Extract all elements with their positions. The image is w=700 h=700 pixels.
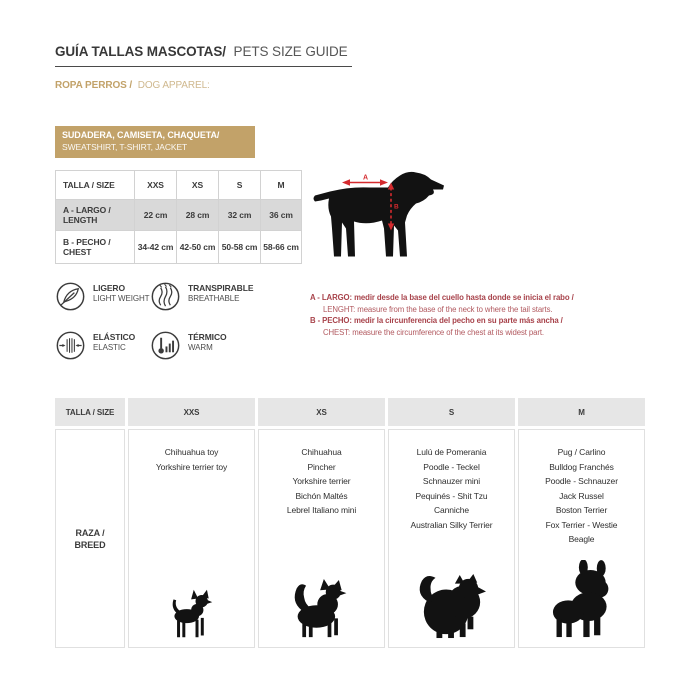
breed-item: Lulú de Pomerania (416, 447, 487, 457)
breed-item: Pequinés - Shit Tzu (415, 490, 488, 501)
breed-table (55, 398, 645, 648)
dog-measure-diagram (312, 168, 452, 268)
chest-value: 58-66 cm (261, 231, 302, 264)
chest-value: 50-58 cm (219, 231, 261, 264)
breed-item: Beagle (568, 534, 595, 544)
feather-icon (55, 281, 86, 312)
measuring-instructions (310, 292, 574, 338)
feature-name-en: LIGHT WEIGHT (93, 293, 150, 303)
feature-name-en: ELASTIC (93, 342, 126, 352)
page-title-en: PETS SIZE GUIDE (233, 44, 348, 59)
chest-value: 42-50 cm (177, 231, 219, 264)
breed-list-s (389, 430, 514, 532)
breed-table-header (55, 398, 645, 426)
label-b: B (394, 203, 399, 211)
breed-item: Schnauzer mini (422, 476, 481, 486)
size-table-header-cell: XS (177, 171, 219, 200)
size-table-header-cell: M (261, 171, 302, 200)
length-row (56, 200, 302, 231)
size-table-header-cell: TALLA / SIZE (56, 171, 135, 200)
fabric-features (55, 281, 265, 361)
breed-item: Yorkshire terrier toy (155, 461, 228, 472)
breed-item: Yorkshire terrier (292, 476, 351, 486)
breed-item: Chihuahua (301, 447, 342, 457)
size-table-header-cell: S (219, 171, 261, 200)
chest-row (56, 231, 302, 264)
length-value: 36 cm (261, 200, 302, 231)
garment-type-es: SUDADERA, CAMISETA, CHAQUETA/ (62, 130, 220, 140)
feature-breathable (150, 281, 265, 312)
breed-list-xxs (129, 430, 254, 474)
breed-cell-xxs (128, 429, 255, 648)
labrador-silhouette (312, 168, 452, 268)
feature-name-es: TRANSPIRABLE (188, 283, 254, 293)
pomeranian-silhouette (413, 573, 491, 639)
size-measure-table (55, 170, 302, 264)
page-subtitle-en: DOG APPAREL: (137, 80, 210, 91)
breed-header-cell: TALLA / SIZE (55, 398, 125, 426)
breathable-icon (150, 281, 181, 312)
note-b-title: B - PECHO: medir la circunferencia del pecho en su parte más ancha / (310, 316, 563, 325)
feature-name-es: TÉRMICO (188, 332, 227, 342)
page-subtitle (55, 80, 210, 91)
breed-item: Jack Russel (559, 490, 604, 501)
length-value: 28 cm (177, 200, 219, 231)
breed-item: Pug / Carlino (557, 447, 606, 457)
note-a-detail: LENGHT: measure from the base of the neck to where the tail starts. (323, 304, 553, 314)
breed-header-cell: XXS (128, 398, 255, 426)
breed-item: Chihuahua toy (164, 447, 219, 457)
breed-item: Bichón Maltés (295, 490, 348, 501)
breed-cell-m (518, 429, 645, 648)
breed-item: Poodle - Teckel (423, 461, 480, 472)
feature-name-en: WARM (188, 342, 213, 352)
breed-item: Lebrel Italiano mini (286, 505, 357, 515)
breed-row-label-en: BREED (74, 539, 106, 550)
breed-item: Pincher (307, 461, 336, 472)
breed-cell-s (388, 429, 515, 648)
thermometer-icon (150, 330, 181, 361)
breed-item: Australian Silky Terrier (410, 519, 493, 530)
breed-header-cell: XS (258, 398, 385, 426)
feature-elastic (55, 330, 150, 361)
size-table-header-cell: XXS (135, 171, 177, 200)
size-table-header-row (56, 171, 302, 200)
french-bulldog-silhouette (544, 560, 620, 639)
breed-item: Boston Terrier (555, 505, 608, 515)
feature-warm (150, 330, 265, 361)
page-subtitle-es: ROPA PERROS / (55, 80, 133, 91)
label-a: A (363, 174, 368, 182)
feature-lightweight (55, 281, 150, 312)
breed-table-body (55, 429, 645, 648)
length-value: 22 cm (135, 200, 177, 231)
length-value: 32 cm (219, 200, 261, 231)
breed-item: Canniche (433, 505, 470, 515)
chest-value: 34-42 cm (135, 231, 177, 264)
breed-header-cell: S (388, 398, 515, 426)
breed-item: Fox Terrier - Westie (545, 519, 618, 530)
garment-type-en: SWEATSHIRT, T-SHIRT, JACKET (62, 141, 188, 152)
garment-type-banner (55, 126, 255, 158)
breed-item: Bulldog Franchés (549, 461, 614, 472)
note-a-title: A - LARGO: medir desde la base del cuello hasta donde se inicia el rabo / (310, 293, 574, 302)
long-haired-chihuahua-silhouette (290, 579, 354, 639)
feature-name-en: BREATHABLE (188, 293, 240, 303)
breed-row-label-es: RAZA / (75, 527, 105, 538)
page-title (55, 44, 352, 67)
page-title-es: GUÍA TALLAS MASCOTAS/ (55, 44, 226, 59)
note-b-detail: CHEST: measure the circumference of the chest at its widest part. (323, 327, 545, 337)
breed-header-cell: M (518, 398, 645, 426)
breed-row-label (55, 429, 125, 648)
chest-row-label: B - PECHO / CHEST (56, 231, 135, 264)
breed-list-m (519, 430, 644, 547)
elastic-icon (55, 330, 86, 361)
breed-cell-xs (258, 429, 385, 648)
breed-list-xs (259, 430, 384, 518)
length-row-label: A - LARGO / LENGTH (56, 200, 135, 231)
feature-name-es: LIGERO (93, 283, 125, 293)
feature-name-es: ELÁSTICO (93, 332, 136, 342)
chihuahua-silhouette (170, 588, 214, 639)
breed-item: Poodle - Schnauzer (545, 476, 618, 486)
